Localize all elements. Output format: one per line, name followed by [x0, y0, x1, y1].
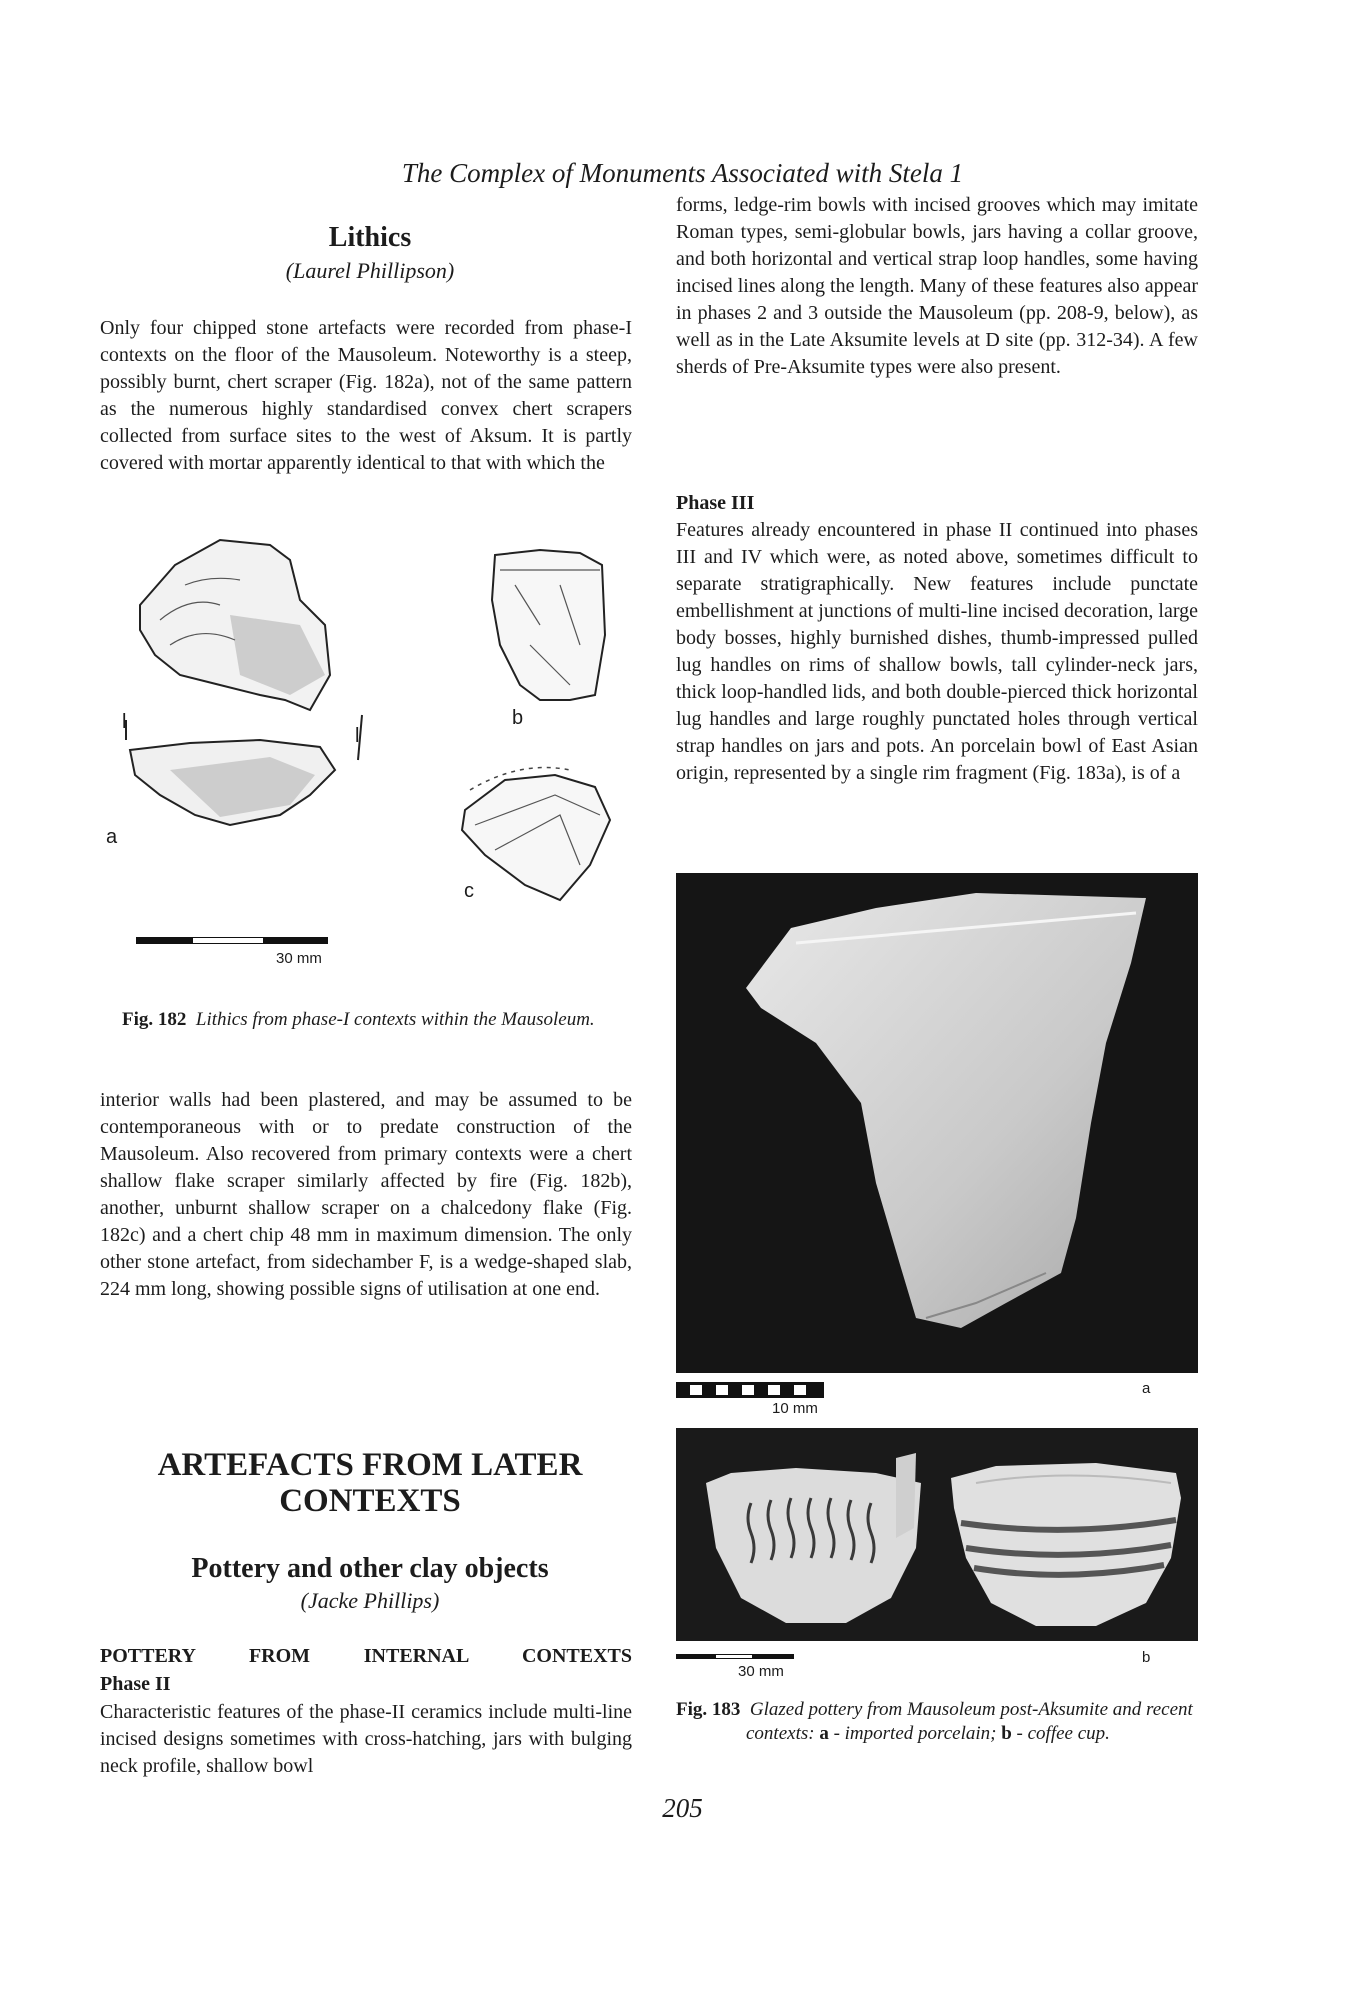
figure-183-caption-a: a	[819, 1723, 829, 1744]
lithics-paragraph-2	[100, 1087, 632, 1303]
phase-2-paragraph-text: Characteristic features of the phase-II ceramics include multi-line incised designs sometimes with cross-hatching, jars with bulging neck profile, shallow bowl	[100, 1701, 632, 1777]
cup-right	[951, 1463, 1181, 1626]
figure-182-caption-text: Lithics from phase-I contexts within the Mausoleum.	[195, 1009, 595, 1030]
heading-later-contexts: ARTEFACTS FROM LATER CONTEXTS	[157, 1447, 583, 1519]
scale-bar-183b	[676, 1653, 796, 1661]
figure-183-number: Fig. 183	[676, 1699, 741, 1720]
section-title-lithics: Lithics	[328, 222, 412, 253]
figure-183-caption-text-2: - imported porcelain;	[833, 1723, 997, 1744]
scale-bar-182-gap	[193, 938, 263, 943]
cup-left-fragment	[896, 1453, 916, 1538]
author-lithics: (Laurel Phillipson)	[285, 258, 455, 283]
section-title-pottery: Pottery and other clay objects	[191, 1553, 549, 1584]
scraper-b	[492, 550, 605, 700]
figure-182	[100, 525, 640, 985]
fig-182-label-c: c	[464, 880, 474, 902]
lithics-paragraph-1	[100, 315, 632, 477]
fig-182-label-l2: l	[355, 725, 360, 747]
scale-bar-183a	[676, 1380, 826, 1400]
phase-3-paragraph	[676, 517, 1198, 787]
figure-183-caption-text-1: Glazed pottery from Mausoleum post-Aksumite and recent contexts:	[746, 1699, 1193, 1744]
page-number: 205	[662, 1793, 703, 1823]
scraper-c	[462, 775, 610, 900]
figure-183b-photo	[676, 1428, 1198, 1641]
figure-183-caption	[676, 1698, 1196, 1746]
figure-183b-scale	[676, 1649, 1198, 1693]
author-pottery: (Jacke Phillips)	[300, 1588, 440, 1613]
phase-3-paragraph-text: Features already encountered in phase II continued into phases III and IV which were, as noted above, sometimes difficult to separate stratigraphically. New features include punctate embellishment at junctions of multi-line incised decoration, large body bosses, highly burnished dishes, thumb-impressed pulled lug handles on rims of shallow bowls, tall cylinder-neck jars, thick loop-handled lids, and both double-pierced thick horizontal lug handles and large roughly punctated holes through vertical strap handles on jars and pots. An porcelain bowl of East Asian origin, represented by a single rim fragment (Fig. 183a), is of a	[676, 519, 1198, 784]
figure-183-caption-text-3: - coffee cup.	[1016, 1723, 1110, 1744]
right-paragraph-1-text: forms, ledge-rim bowls with incised grooves which may imitate Roman types, semi-globular bowls, jars having a collar groove, and both horizontal and vertical strap loop handles, some having incised lines along the length. Many of these features also appear in phases 2 and 3 outside the Mausoleum (pp. 208-9, below), as well as in the Late Aksumite levels at D site (pp. 312-34). A few sherds of Pre-Aksumite types were also present.	[676, 194, 1198, 378]
figure-183a-label: a	[1142, 1380, 1151, 1397]
figure-183a-scale-label: 10 mm	[772, 1400, 818, 1417]
running-head: The Complex of Monuments Associated with Stela 1	[401, 158, 964, 188]
fig-182-label-l1: l	[122, 711, 127, 733]
lithics-paragraph-1-text: Only four chipped stone artefacts were recorded from phase-I contexts on the floor of the Mausoleum. Noteworthy is a steep, possibly burnt, chert scraper (Fig. 182a), not of the same pattern as the numerous highly standardised convex chert scrapers collected from surface sites to the west of Aksum. It is partly covered with mortar apparently identical to that with which the	[100, 317, 632, 474]
heading-phase-2: Phase II	[100, 1673, 171, 1695]
coffee-cups	[676, 1428, 1198, 1641]
figure-183a-photo	[676, 873, 1198, 1373]
heading-phase-3: Phase III	[676, 492, 755, 514]
figure-182-caption	[122, 1008, 622, 1032]
porcelain-sherd	[676, 873, 1198, 1373]
heading-internal-contexts: POTTERY FROM INTERNAL CONTEXTS	[100, 1645, 632, 1667]
figure-183a-scale	[676, 1380, 1198, 1417]
fig-182-scale-label: 30 mm	[276, 950, 322, 967]
fig-182-label-b: b	[512, 707, 524, 729]
figure-183b-label: b	[1142, 1649, 1151, 1666]
figure-182-number: Fig. 182	[122, 1009, 187, 1030]
phase-2-paragraph	[100, 1699, 632, 1780]
lithics-drawings	[100, 525, 640, 985]
fig-182-label-a: a	[106, 826, 118, 848]
lithics-paragraph-2-text: interior walls had been plastered, and may be assumed to be contemporaneous with or to predate construction of the Mausoleum. Also recovered from primary contexts were a chert shallow flake scraper similarly affected by fire (Fig. 182b), another, unburnt shallow scraper on a chalcedony flake (Fig. 182c) and a chert chip 48 mm in maximum dimension. The only other stone artefact, from sidechamber F, is a wedge-shaped slab, 224 mm long, showing possible signs of utilisation at one end.	[100, 1089, 632, 1300]
figure-183b-scale-label: 30 mm	[738, 1663, 784, 1680]
right-paragraph-1	[676, 192, 1198, 381]
figure-183-caption-b: b	[1001, 1723, 1012, 1744]
sherd-shape	[746, 893, 1146, 1328]
